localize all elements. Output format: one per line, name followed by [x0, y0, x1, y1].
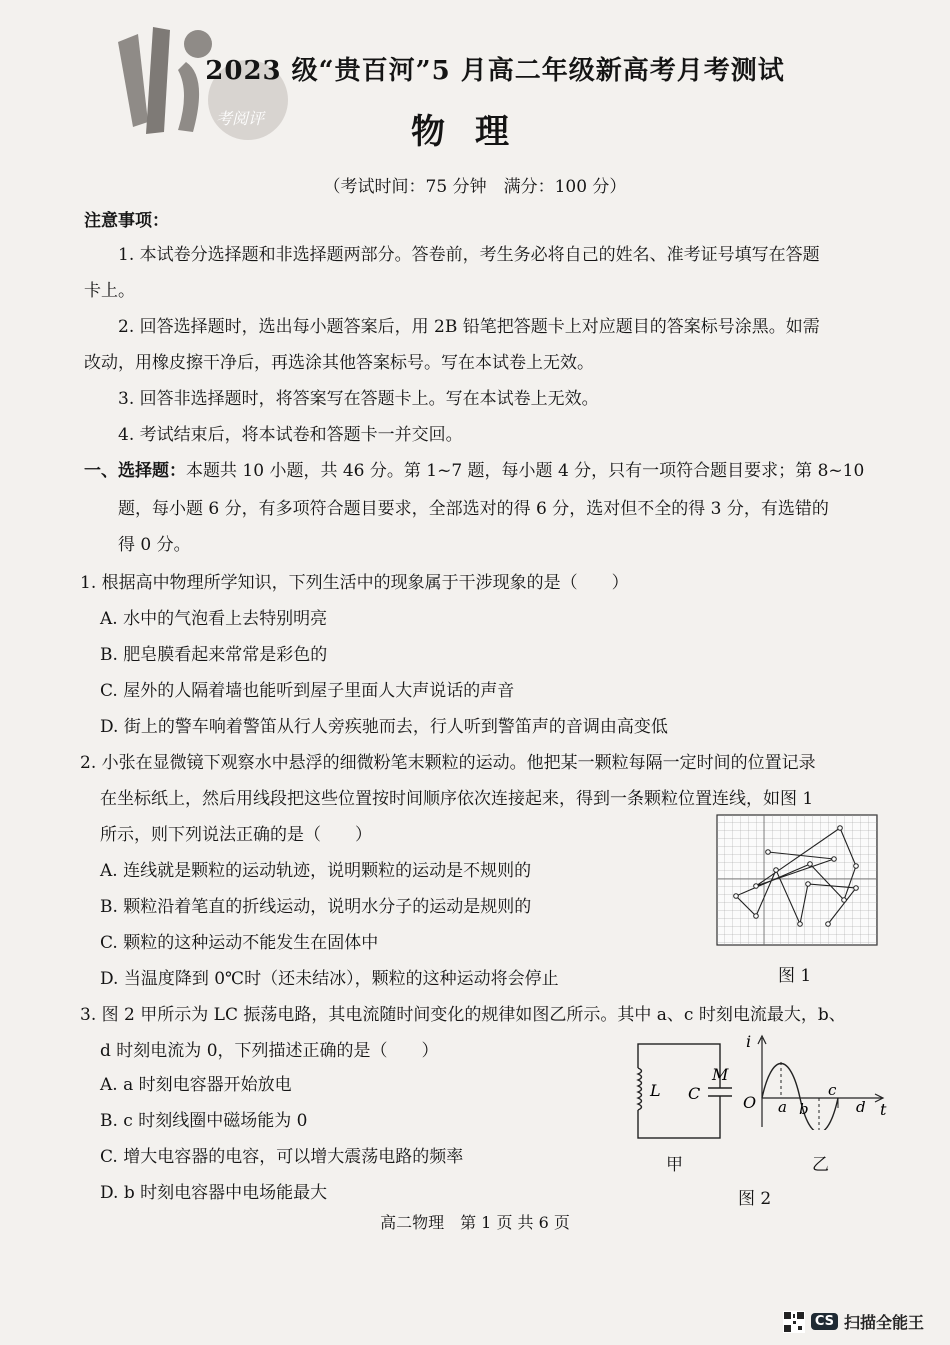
question-2-option-c: C. 颗粒的这种运动不能发生在固体中 [100, 933, 379, 953]
question-2-option-d: D. 当温度降到 0℃时（还未结冰），颗粒的这种运动将会停止 [100, 969, 559, 989]
page-footer: 高二物理 第 1 页 共 6 页 [380, 1213, 570, 1232]
section-intro [84, 456, 864, 481]
svg-text:C: C [688, 1084, 701, 1103]
qr-code-icon [783, 1311, 805, 1333]
question-3-option-d: D. b 时刻电容器中电场能最大 [100, 1183, 328, 1203]
question-2-stem: 所示，则下列说法正确的是（ ） [100, 825, 372, 845]
figure-1-caption: 图 1 [778, 966, 812, 986]
svg-text:M: M [712, 1065, 729, 1084]
notice-heading: 注意事项： [84, 211, 169, 231]
question-3-stem: 3. 图 2 甲所示为 LC 振荡电路，其电流随时间变化的规律如图乙所示。其中 a、c 时刻电流最大，b、 [80, 1005, 846, 1025]
lc-circuit-figure [628, 1036, 740, 1146]
question-1-option-a: A. 水中的气泡看上去特别明亮 [100, 609, 328, 629]
exam-info: （考试时间：75 分钟 满分：100 分） [323, 177, 627, 197]
circuit-label: 甲 [666, 1155, 683, 1175]
section-text: 本题共 10 小题，共 46 分。第 1~7 题，每小题 4 分，只有一项符合题目要求；第 8~10 [186, 461, 865, 481]
section-heading: 一、选择题： [84, 461, 186, 481]
svg-text:b: b [799, 1100, 809, 1118]
section-text: 题，每小题 6 分，有多项符合题目要求，全部选对的得 6 分，选对但不全的得 3 分，有选错的 [118, 499, 829, 519]
subject-title: 物理 [411, 112, 539, 152]
svg-text:i: i [746, 1032, 752, 1051]
exam-title: 2023 级“贵百河”5 月高二年级新高考月考测试 [205, 56, 785, 86]
question-3-option-b: B. c 时刻线圈中磁场能为 0 [100, 1111, 308, 1131]
scanner-watermark [783, 1310, 924, 1333]
question-3-option-a: A. a 时刻电容器开始放电 [100, 1075, 292, 1095]
cs-badge: CS [811, 1313, 838, 1330]
question-1-option-c: C. 屋外的人隔着墙也能听到屋子里面人大声说话的声音 [100, 681, 515, 701]
question-2-option-b: B. 颗粒沿着笔直的折线运动，说明水分子的运动是规则的 [100, 897, 532, 917]
notice-line: 卡上。 [84, 281, 135, 301]
question-1-stem: 1. 根据高中物理所学知识，下列生活中的现象属于干涉现象的是（ ） [80, 573, 629, 593]
notice-line: 改动，用橡皮擦干净后，再选涂其他答案标号。写在本试卷上无效。 [84, 353, 594, 373]
question-1-option-d: D. 街上的警车响着警笛从行人旁疾驰而去，行人听到警笛声的音调由高变低 [100, 717, 668, 737]
scanner-app-name: 扫描全能王 [843, 1313, 924, 1332]
question-3-stem: d 时刻电流为 0，下列描述正确的是（ ） [100, 1041, 439, 1061]
notice-line: 2. 回答选择题时，选出每小题答案后，用 2B 铅笔把答题卡上对应题目的答案标号涂黑。如需 [118, 317, 820, 337]
question-1-option-b: B. 肥皂膜看起来常常是彩色的 [100, 645, 328, 665]
svg-text:t: t [880, 1100, 887, 1119]
svg-text:L: L [650, 1081, 661, 1100]
notice-line: 3. 回答非选择题时，将答案写在答题卡上。写在本试卷上无效。 [118, 389, 599, 409]
section-text: 得 0 分。 [118, 535, 191, 555]
question-3-option-c: C. 增大电容器的电容，可以增大震荡电路的频率 [100, 1147, 464, 1167]
svg-text:a: a [778, 1098, 787, 1116]
svg-text:O: O [743, 1093, 757, 1112]
figure-2-caption: 图 2 [738, 1189, 772, 1209]
question-2-option-a: A. 连线就是颗粒的运动轨迹，说明颗粒的运动是不规则的 [100, 861, 532, 881]
svg-text:c: c [828, 1081, 837, 1099]
notice-line: 4. 考试结束后，将本试卷和答题卡一并交回。 [118, 425, 463, 445]
question-2-stem: 2. 小张在显微镜下观察水中悬浮的细微粉笔末颗粒的运动。他把某一颗粒每隔一定时间的位置记录 [80, 753, 816, 773]
brownian-motion-figure [716, 814, 878, 946]
question-2-stem: 在坐标纸上，然后用线段把这些位置按时间顺序依次连接起来，得到一条颗粒位置连线，如图 1 [100, 789, 814, 809]
graph-label: 乙 [812, 1155, 829, 1175]
svg-text:d: d [856, 1098, 866, 1116]
svg-text:考阅评: 考阅评 [216, 109, 265, 128]
notice-line: 1. 本试卷分选择题和非选择题两部分。答卷前，考生务必将自己的姓名、准考证号填写在答题 [118, 245, 820, 265]
current-time-graph [742, 1032, 892, 1130]
